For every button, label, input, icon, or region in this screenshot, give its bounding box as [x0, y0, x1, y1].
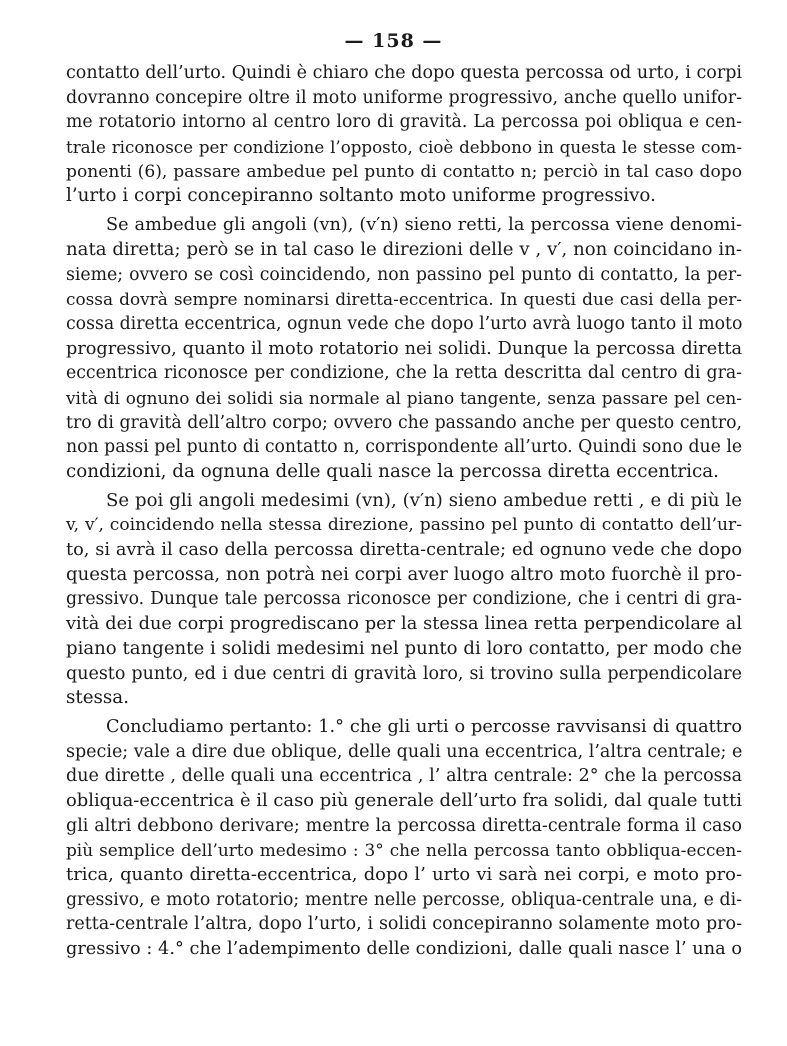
text-line: questa percossa, non potrà nei corpi aver luogo altro moto fuorchè il pro-: [66, 563, 742, 585]
text-line: condizioni, da ognuna delle quali nasce la percossa diretta eccentrica.: [66, 461, 719, 482]
text-line: eccentrica riconosce per condizione, che la retta descritta dal centro di gra-: [66, 363, 742, 384]
text-line: gressivo. Dunque tale percossa riconosce per condizione, che i centri di gra-: [66, 589, 742, 610]
text-line: Se ambedue gli angoli (vn), (v′n) sieno retti, la percossa viene denomi-: [106, 215, 742, 236]
text-line: to, si avrà il caso della percossa diretta-centrale; ed ognuno vede che dopo: [66, 540, 742, 561]
text-line: obliqua-eccentrica è il caso più generale dell’urto fra solidi, dal quale tutti: [66, 789, 742, 811]
text-line: gressivo, e moto rotatorio; mentre nelle percosse, obliqua-centrale una, e di-: [66, 889, 742, 910]
text-line: v, v′, coincidendo nella stessa direzione, passino pel punto di contatto dell’ur-: [66, 515, 742, 536]
text-line: questo punto, ed i due centri di gravità loro, si trovino sulla perpendicolare: [66, 663, 742, 684]
text-line: contatto dell’urto. Quindi è chiaro che dopo questa percossa od urto, i corpi: [66, 63, 742, 83]
text-line: piano tangente i solidi medesimi nel punto di loro contatto, per modo che: [66, 637, 742, 659]
text-line: trale riconosce per condizione l’opposto, cioè debbono in questa le stesse com-: [66, 137, 742, 158]
page-number: — 158 —: [344, 30, 443, 52]
text-line: retta-centrale l’altra, dopo l’urto, i solidi concepiranno solamente moto pro-: [66, 914, 742, 935]
text-line: più semplice dell’urto medesimo : 3° che nella percossa tanto obbliqua-eccen-: [66, 840, 742, 861]
text-line: progressivo, quanto il moto rotatorio nei solidi. Dunque la percossa diretta: [66, 338, 742, 359]
text-line: l’urto i corpi concepiranno soltanto moto uniforme progressivo.: [66, 185, 656, 207]
text-line: ponenti (6), passare ambedue pel punto di contatto n; perciò in tal caso dopo: [66, 161, 742, 182]
text-line: vità di ognuno dei solidi sia normale al piano tangente, senza passare pel cen-: [66, 387, 742, 408]
text-line: cossa dovrà sempre nominarsi diretta-eccentrica. In questi due casi della per-: [66, 289, 742, 310]
text-line: nata diretta; però se in tal caso le direzioni delle v , v′, non coincidano in-: [66, 238, 742, 260]
text-line: specie; vale a dire due oblique, delle quali una eccentrica, l’altra centrale; e: [66, 741, 743, 762]
text-line: me rotatorio intorno al centro loro di gravità. La percossa poi obliqua e cen-: [66, 112, 742, 133]
text-line: Se poi gli angoli medesimi (vn), (v′n) sieno ambedue retti , e di più le: [106, 489, 742, 511]
text-line: non passi pel punto di contatto n, corrispondente all’urto. Quindi sono due le: [66, 437, 743, 458]
text-line: trica, quanto diretta-eccentrica, dopo l’ urto vi sarà nei corpi, e moto pro-: [66, 864, 742, 885]
text-line: tro di gravità dell’altro corpo; ovvero che passando anche per questo centro,: [66, 412, 742, 433]
body-text: [66, 61, 742, 962]
text-line: due dirette , delle quali una eccentrica , l’ altra centrale: 2° che la percossa: [66, 766, 742, 787]
text-line: vità dei due corpi progrediscano per la stessa linea retta perpendicolare al: [66, 614, 742, 635]
text-line: gressivo : 4.° che l’adempimento delle condizioni, dalle quali nasce l’ una o: [66, 939, 742, 960]
text-line: stessa.: [66, 687, 130, 709]
text-line: dovranno concepire oltre il moto uniforme progressivo, anche quello unifor-: [66, 87, 742, 108]
text-line: cossa diretta eccentrica, ognun vede che dopo l’urto avrà luogo tanto il moto: [66, 313, 743, 334]
text-line: Concludiamo pertanto: 1.° che gli urti o percosse ravvisansi di quattro: [106, 716, 742, 737]
text-line: gli altri debbono derivare; mentre la percossa diretta-centrale forma il caso: [66, 815, 742, 836]
text-line: sieme; ovvero se così coincidendo, non passino pel punto di contatto, la per-: [66, 264, 742, 285]
